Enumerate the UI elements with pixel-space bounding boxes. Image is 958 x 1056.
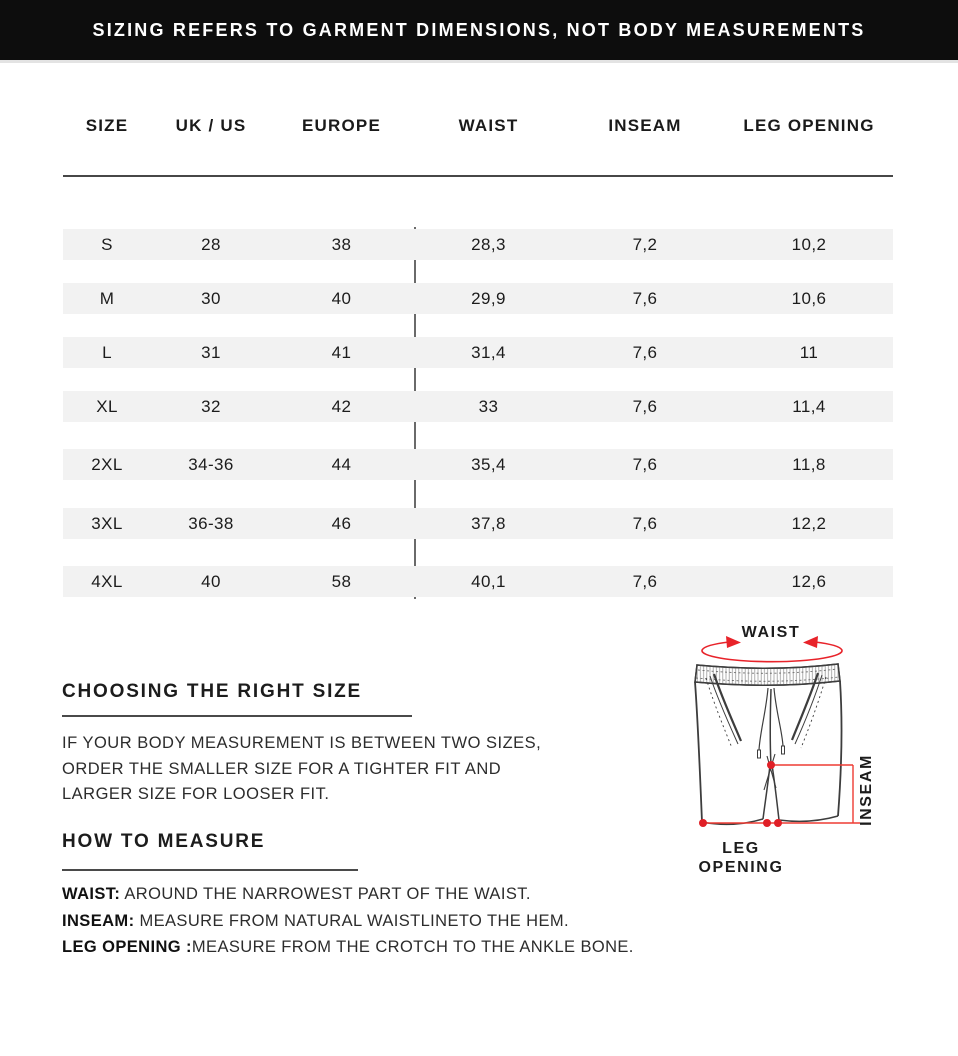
paragraph-line: LARGER SIZE FOR LOOSER FIT. <box>62 785 330 803</box>
table-cell: 12,6 <box>791 571 827 591</box>
table-cell: 28 <box>201 234 221 254</box>
diagram-waist-label: WAIST <box>741 624 801 641</box>
table-cell: 35,4 <box>471 454 506 474</box>
table-cell: 40 <box>331 288 352 308</box>
table-cell: 38 <box>331 234 352 254</box>
paragraph-line: ORDER THE SMALLER SIZE FOR A TIGHTER FIT AND <box>62 759 502 778</box>
table-cell: L <box>102 342 112 362</box>
table-cell: 44 <box>331 454 352 474</box>
measurement-lines <box>703 765 860 823</box>
measure-item-text: MEASURE FROM NATURAL WAISTLINETO THE HEM. <box>134 911 570 930</box>
table-cell: 11,4 <box>792 396 826 416</box>
table-cell: 11,8 <box>792 454 826 474</box>
column-header-uk-us: UK / US <box>175 116 247 135</box>
table-cell: 7,6 <box>632 571 658 591</box>
table-cell: 29,9 <box>471 288 506 308</box>
table-cell: 32 <box>201 396 221 416</box>
size-table-body <box>63 229 893 597</box>
table-row <box>63 337 893 368</box>
measure-item-label: WAIST: <box>62 885 121 903</box>
table-cell: 42 <box>331 396 352 416</box>
measure-item-label: INSEAM: <box>62 911 135 930</box>
choosing-size-paragraph <box>62 731 541 808</box>
table-row <box>63 391 893 422</box>
paragraph-line: IF YOUR BODY MEASUREMENT IS BETWEEN TWO SIZES, <box>62 734 542 752</box>
column-header-waist: WAIST <box>458 116 519 135</box>
table-cell: 12,2 <box>791 513 827 533</box>
table-cell: M <box>99 288 115 308</box>
table-cell: 28,3 <box>471 234 506 254</box>
measure-item <box>62 934 634 961</box>
measure-item <box>62 881 634 908</box>
diagram-inseam-label: INSEAM <box>858 754 875 826</box>
table-cell: 7,6 <box>632 513 658 533</box>
shorts-outline <box>695 664 841 824</box>
column-header-size: SIZE <box>85 116 129 135</box>
table-cell: 37,8 <box>471 513 506 533</box>
measure-item-text: AROUND THE NARROWEST PART OF THE WAIST. <box>120 885 531 903</box>
table-cell: 7,2 <box>632 234 658 254</box>
table-cell: 3XL <box>91 513 123 533</box>
table-row <box>63 283 893 314</box>
table-cell: XL <box>96 396 118 416</box>
table-cell: 11 <box>799 342 819 362</box>
table-cell: 41 <box>331 342 352 362</box>
table-cell: 10,2 <box>791 234 827 254</box>
measure-instructions <box>62 881 634 961</box>
choosing-size-underline <box>62 715 412 717</box>
table-cell: 58 <box>331 571 352 591</box>
table-row <box>63 449 893 480</box>
table-cell: 40 <box>201 571 221 591</box>
table-cell: 31 <box>201 342 221 362</box>
shorts-measurement-diagram <box>670 612 958 880</box>
top-banner <box>0 0 958 63</box>
table-cell: 7,6 <box>632 288 658 308</box>
table-cell: 7,6 <box>632 342 658 362</box>
choosing-size-title: CHOOSING THE RIGHT SIZE <box>62 681 363 702</box>
table-row <box>63 229 893 260</box>
measure-item <box>62 908 634 935</box>
table-cell: 40,1 <box>471 571 506 591</box>
column-header-leg-opening: LEG OPENING <box>743 116 875 135</box>
column-header-inseam: INSEAM <box>608 116 682 135</box>
table-cell: 34-36 <box>188 454 234 474</box>
table-cell: 10,6 <box>791 288 827 308</box>
table-cell: 4XL <box>91 571 123 591</box>
table-cell: 33 <box>478 396 499 416</box>
table-cell: 31,4 <box>471 342 506 362</box>
column-header-europe: EUROPE <box>302 116 381 135</box>
table-cell: 46 <box>331 513 352 533</box>
table-cell: 7,6 <box>632 396 658 416</box>
banner-text: SIZING REFERS TO GARMENT DIMENSIONS, NOT BODY MEASUREMENTS <box>92 19 866 40</box>
how-to-measure-underline <box>62 869 358 871</box>
table-cell: S <box>101 234 113 254</box>
table-cell: 7,6 <box>632 454 658 474</box>
table-row <box>63 566 893 597</box>
table-cell: 30 <box>201 288 221 308</box>
diagram-leg-opening-label: LEG OPENING <box>698 840 784 876</box>
header-underline <box>63 175 893 177</box>
table-cell: 36-38 <box>188 513 234 533</box>
measure-item-text: MEASURE FROM THE CROTCH TO THE ANKLE BONE. <box>191 938 634 956</box>
table-row <box>63 508 893 539</box>
table-cell: 2XL <box>91 454 123 474</box>
how-to-measure-title: HOW TO MEASURE <box>62 831 266 852</box>
measure-item-label: LEG OPENING : <box>62 938 192 956</box>
size-table-header <box>63 116 893 136</box>
